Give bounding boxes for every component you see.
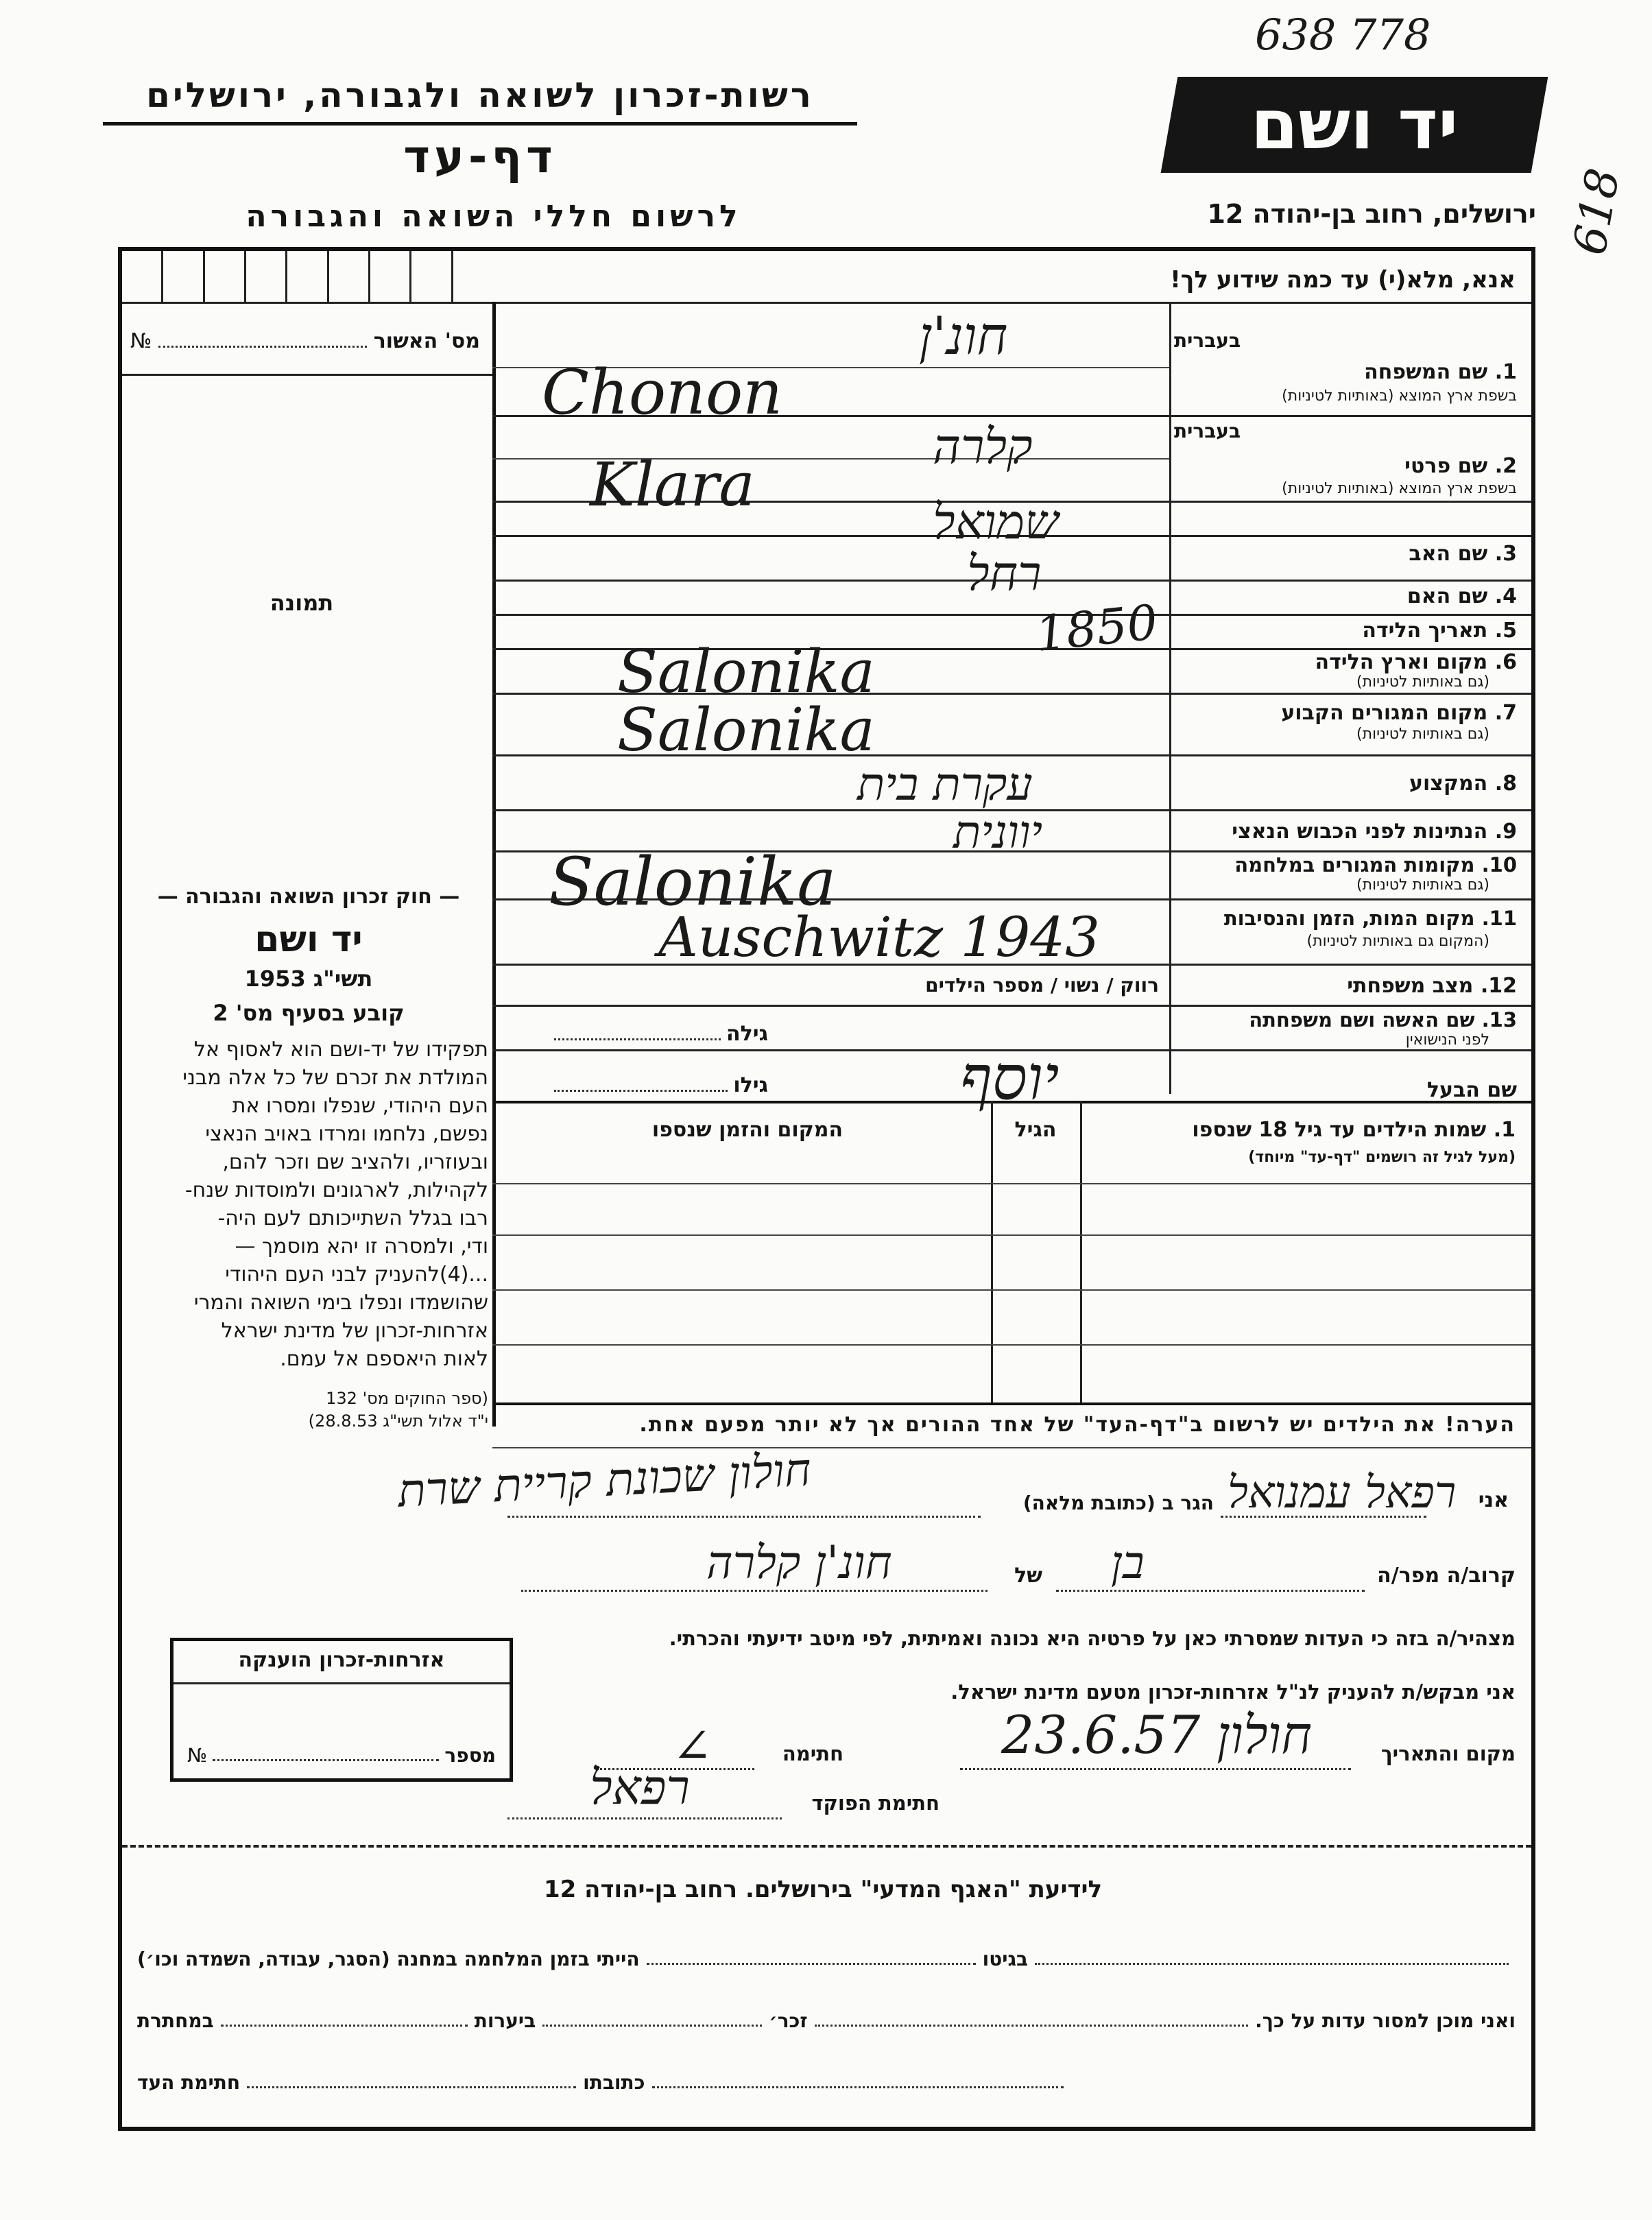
decl-statement-2: אני מבקש/ת להעניק לנ"ל אזרחות-זכרון מטעם מדינת ישראל. bbox=[950, 1680, 1516, 1704]
org-line: רשות-זכרון לשואה ולגבורה, ירושלים bbox=[146, 75, 814, 115]
wife-age-dots bbox=[554, 1022, 721, 1040]
law-section: קובע בסעיף מס' 2 bbox=[213, 1000, 405, 1026]
field-marital-label: 12. מצב משפחתי bbox=[1347, 974, 1517, 998]
law-text-line: נפשם, נלחמו ומרדו באויב הנאצי bbox=[205, 1122, 488, 1146]
footer-line-1 bbox=[137, 1948, 1516, 1970]
law-text-line: ובעוזריו, ולהציב שם וזכר להם, bbox=[222, 1150, 488, 1174]
residence-value[interactable]: Salonika bbox=[617, 696, 875, 765]
children-sub: (מעל לגיל זה רושמים "דף-עד" מיוחד) bbox=[1248, 1149, 1516, 1166]
header-address: ירושלים, רחוב בן-יהודה 12 bbox=[1207, 199, 1536, 229]
footer-camp-label: הייתי בזמן המלחמה במחנה (הסגר, עבודה, השמדה וכו׳) bbox=[137, 1948, 640, 1970]
intro-text: אנא, מלא(י) עד כמה שידוע לך! bbox=[1170, 266, 1516, 294]
birthplace-sub: (גם באותיות לטיניות) bbox=[1356, 673, 1489, 691]
war-residence-sub: (גם באותיות לטיניות) bbox=[1356, 876, 1489, 894]
field-birthdate-label: 5. תאריך הלידה bbox=[1362, 619, 1517, 643]
decl-i-value[interactable]: רפאל עמנואל bbox=[1228, 1468, 1457, 1518]
wife-sub: לפני הנישואין bbox=[1405, 1031, 1489, 1049]
family-name-hebrew-value[interactable]: חונ'ן bbox=[919, 305, 1008, 366]
family-name-sub: בשפת ארץ המוצא (באותיות לטיניות) bbox=[1282, 387, 1517, 405]
page-title: דף-עד bbox=[403, 130, 557, 183]
decl-relative-value[interactable]: בן bbox=[1111, 1536, 1145, 1589]
photo-label: תמונה bbox=[270, 590, 334, 616]
decl-place-date-value[interactable]: חולון 23.6.57 bbox=[1001, 1704, 1313, 1765]
family-name-label: 1. שם המשפחה bbox=[1364, 360, 1517, 384]
wife-label: 13. שם האשה ושם משפחתה bbox=[1249, 1008, 1517, 1031]
children-label: 1. שמות הילדים עד גיל 18 שנספו bbox=[1192, 1118, 1516, 1142]
law-text-line: אזרחות-זכרון של מדינת ישראל bbox=[221, 1319, 488, 1343]
logo-text: יד ושם bbox=[1250, 84, 1459, 165]
law-text bbox=[134, 1036, 488, 1373]
decl-signature-label: חתימה bbox=[782, 1742, 843, 1765]
birthplace-label: 6. מקום וארץ הלידה bbox=[1315, 650, 1517, 674]
wife-age-label bbox=[549, 1022, 768, 1046]
residence-label: 7. מקום המגורים הקבוע bbox=[1281, 701, 1517, 725]
footer-camp-dots bbox=[647, 1963, 976, 1965]
footer-ghetto-label: בגיטו bbox=[982, 1948, 1029, 1970]
decl-relative-label: קרוב/ה מפר/ה bbox=[1377, 1564, 1516, 1588]
nationality-value[interactable]: יוונית bbox=[953, 806, 1043, 859]
first-name-label: 2. שם פרטי bbox=[1404, 454, 1517, 478]
decl-statement-1: מצהיר/ה בזה כי העדות שמסרתי כאן על פרטיה היא נכונה ואמיתית, לפי מיטב ידיעתי והכרתי. bbox=[669, 1627, 1516, 1650]
logo bbox=[1161, 77, 1548, 173]
footer-ghetto-dots bbox=[1035, 1963, 1509, 1965]
death-sub: (המקום גם באותיות לטיניות) bbox=[1306, 933, 1489, 950]
law-text-line: שהושמדו ונפלו בימי השואה והמרי bbox=[193, 1291, 488, 1315]
death-place-value[interactable]: Auschwitz 1943 bbox=[658, 905, 1101, 969]
cert-label bbox=[130, 329, 480, 353]
husband-age-text: גילו bbox=[733, 1073, 768, 1097]
father-name-value[interactable]: שמואל bbox=[933, 494, 1059, 550]
birthdate-value[interactable]: 1850 bbox=[1033, 593, 1160, 663]
footer-witness-sig-dots bbox=[247, 2086, 576, 2088]
field-father-label: 3. שם האב bbox=[1409, 542, 1517, 566]
cert-number-suffix: № bbox=[130, 329, 152, 353]
mother-name-value[interactable]: רחל bbox=[967, 545, 1042, 601]
death-label: 11. מקום המות, הזמן והנסיבות bbox=[1223, 907, 1517, 930]
birthplace-value[interactable]: Salonika bbox=[617, 638, 875, 706]
husband-age-dots bbox=[554, 1073, 728, 1092]
field-family-name bbox=[1174, 329, 1517, 411]
field-mother-label: 4. שם האם bbox=[1406, 584, 1517, 608]
field-death bbox=[1174, 907, 1517, 962]
family-name-hebrew-tag: בעברית bbox=[1174, 329, 1241, 352]
note-text: הערה! את הילדים יש לרשום ב"דף-העד" של אחד ההורים אך לא יותר מפעם אחת. bbox=[639, 1413, 1516, 1437]
first-name-hebrew-tag: בעברית bbox=[1174, 420, 1241, 442]
decl-i-label: אני bbox=[1478, 1488, 1509, 1512]
decl-resident-label: הגר ב (כתובת מלאה) bbox=[1022, 1492, 1214, 1514]
field-husband-label: שם הבעל bbox=[1426, 1078, 1517, 1102]
law-text-line: העם היהודי, שנפלו ומסרו את bbox=[232, 1094, 488, 1118]
residence-sub: (גם באותיות לטיניות) bbox=[1356, 726, 1489, 743]
law-title: — חוק זכרון השואה והגבורה — bbox=[157, 885, 460, 909]
law-name: יד ושם bbox=[254, 919, 363, 960]
side-mark: 618 bbox=[1563, 164, 1630, 259]
field-wife bbox=[1174, 1008, 1517, 1049]
citizenship-dots bbox=[213, 1744, 439, 1761]
war-residence-value[interactable]: Salonika bbox=[549, 844, 837, 920]
footer-testimony-label: ואני מוכן למסור עדות על כך. bbox=[1255, 2009, 1516, 2032]
first-name-latin-value[interactable]: Klara bbox=[590, 449, 755, 520]
decl-place-date-label: מקום והתאריך bbox=[1380, 1742, 1516, 1765]
marital-options: רווק / נשוי / מספר הילדים bbox=[925, 974, 1159, 996]
cert-label-text: מס' האשור bbox=[373, 329, 480, 353]
profession-value[interactable]: עקרת בית bbox=[857, 758, 1033, 811]
footer-underground-label: במחתרת bbox=[137, 2009, 214, 2032]
children-age-col: הגיל bbox=[1014, 1118, 1057, 1142]
footer-etc-dots bbox=[815, 2025, 1249, 2027]
field-residence bbox=[1174, 701, 1517, 749]
law-text-line: ודי, ולמסרה זו יהא מוסמך — bbox=[235, 1234, 488, 1258]
family-name-latin-value[interactable]: Chonon bbox=[542, 357, 783, 429]
citizenship-number-label: מספר bbox=[444, 1744, 496, 1767]
footer-address-label: כתובתו bbox=[583, 2071, 645, 2094]
law-text-line: לקהילות, לארגונים ולמוסדות שנח- bbox=[184, 1178, 488, 1202]
husband-age-label bbox=[549, 1073, 768, 1097]
first-name-sub: בשפת ארץ המוצא (באותיות לטיניות) bbox=[1282, 480, 1517, 497]
footer-forests-label: ביערות bbox=[474, 2009, 536, 2032]
field-war-residence bbox=[1174, 853, 1517, 894]
footer-forests-dots bbox=[542, 2025, 762, 2027]
wife-age-text: גילה bbox=[726, 1022, 768, 1046]
file-number: 638 778 bbox=[1255, 10, 1431, 60]
citizenship-number-suffix: № bbox=[187, 1744, 208, 1767]
citizenship-number bbox=[187, 1744, 496, 1767]
decl-resident-value[interactable]: חולון שכונת קריית שרת bbox=[396, 1443, 813, 1518]
field-birthplace bbox=[1174, 650, 1517, 691]
citizenship-title: אזרחות-זכרון הוענקה bbox=[238, 1648, 445, 1672]
husband-name-value[interactable]: יוסף bbox=[960, 1042, 1060, 1114]
footer-address-dots bbox=[652, 2086, 1064, 2088]
field-nationality-label: 9. הנתינות לפני הכבוש הנאצי bbox=[1232, 820, 1517, 844]
decl-signature-mark[interactable]: ∠ bbox=[672, 1718, 713, 1774]
law-text-line: רבו בגלל השתייכותם לעם היה- bbox=[217, 1206, 488, 1230]
law-ref-2: י"ד אלול תשי"ג 28.8.53) bbox=[308, 1411, 488, 1431]
footer-underground-dots bbox=[221, 2025, 468, 2027]
law-year: תשי"ג 1953 bbox=[244, 966, 373, 992]
footer-etc-label: זכר׳ bbox=[769, 2009, 808, 2032]
law-text-line: ...(4)להעניק לבני העם היהודי bbox=[225, 1263, 488, 1287]
law-ref-1: (ספר החוקים מס' 132 bbox=[326, 1389, 488, 1408]
field-profession-label: 8. המקצוע bbox=[1409, 772, 1517, 796]
footer-witness-sig-label: חתימת העד bbox=[137, 2071, 241, 2094]
decl-of-value[interactable]: חונ'ן קלרה bbox=[706, 1536, 892, 1589]
law-text-line: לאות היאספם אל עמם. bbox=[280, 1347, 488, 1371]
footer-title: לידיעת "האגף המדעי" בירושלים. רחוב בן-יהודה 12 bbox=[543, 1876, 1103, 1903]
cert-dots bbox=[158, 329, 367, 348]
footer-line-2 bbox=[137, 2009, 1516, 2032]
field-first-name bbox=[1174, 420, 1517, 502]
decl-of-label: של bbox=[1014, 1564, 1042, 1588]
decl-official-value[interactable]: רפאל bbox=[590, 1759, 690, 1815]
law-text-line: תפקידו של יד-ושם הוא לאסוף אל bbox=[193, 1038, 488, 1062]
first-name-hebrew-value[interactable]: קלרה bbox=[933, 418, 1033, 475]
law-text-line: המולדת את זכרם של כל אלה מבני bbox=[182, 1066, 488, 1090]
children-place-col: המקום והזמן שנספו bbox=[651, 1118, 843, 1142]
war-residence-label: 10. מקומות המגורים במלחמה bbox=[1234, 853, 1517, 876]
citizenship-box bbox=[170, 1638, 513, 1782]
page-subtitle: לרשום חללי השואה והגבורה bbox=[246, 199, 742, 234]
decl-official-label: חתימת הפוקד bbox=[811, 1791, 939, 1815]
footer-line-3 bbox=[137, 2071, 1516, 2094]
code-boxes bbox=[122, 251, 492, 302]
